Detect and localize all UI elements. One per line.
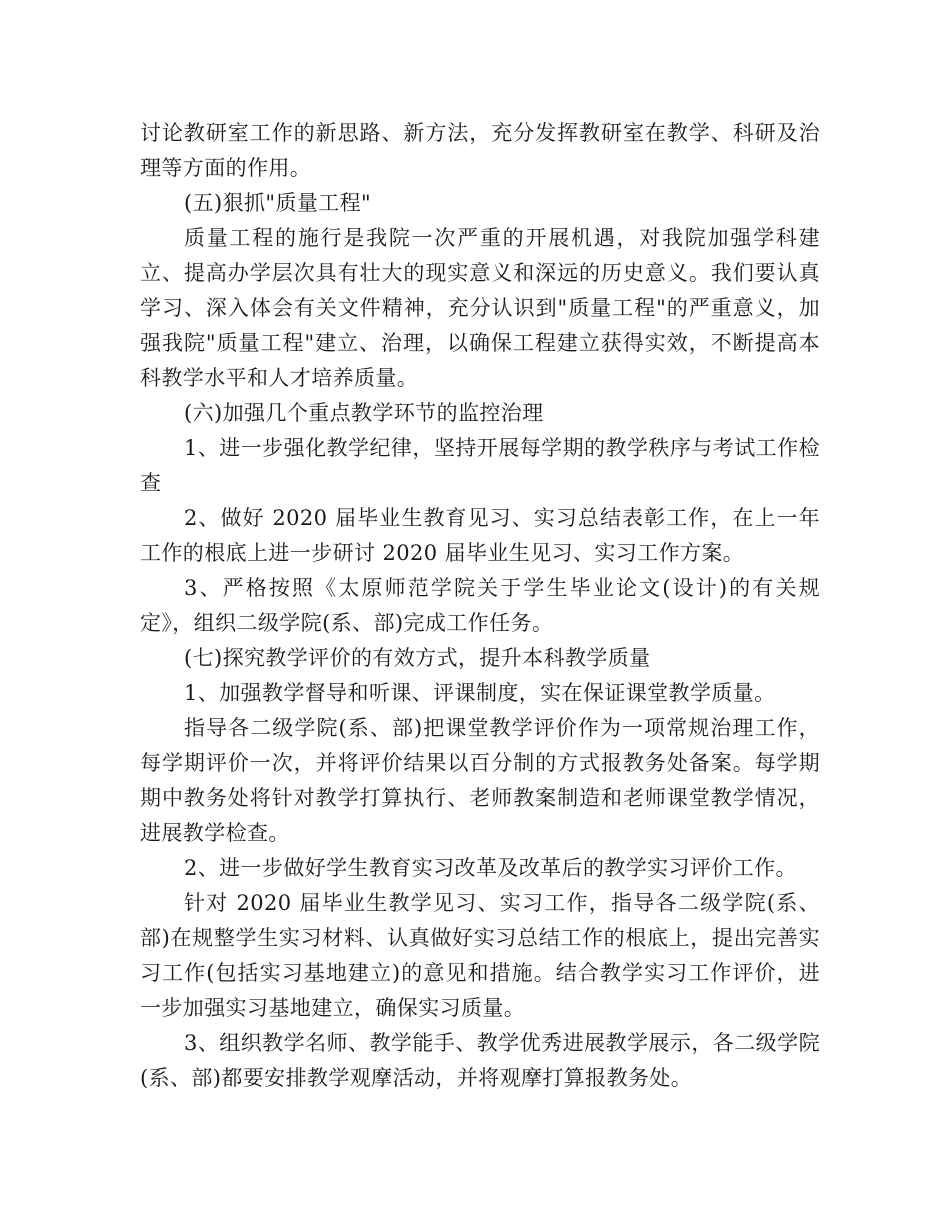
paragraph: 讨论教研室工作的新思路、新方法，充分发挥教研室在教学、科研及治理等方面的作用。 [140, 121, 820, 180]
section-heading: (六)加强几个重点教学环节的监控治理 [184, 401, 544, 425]
list-item: 3、组织教学名师、教学能手、教学优秀进展教学展示，各二级学院(系、部)都要安排教学观摩活动，并将观摩打算报教务处。 [140, 1031, 820, 1090]
list-item: 2、进一步做好学生教育实习改革及改革后的教学实习评价工作。 [184, 856, 797, 880]
list-item: 2、做好 2020 届毕业生教育见习、实习总结表彰工作，在上一年工作的根底上进一步研讨 2020 届毕业生见习、实习工作方案。 [140, 506, 820, 565]
paragraph: 质量工程的施行是我院一次严重的开展机遇，对我院加强学科建立、提高办学层次具有壮大的现实意义和深远的历史意义。我们要认真学习、深入体会有关文件精神，充分认识到"质量工程"的严重意义，加强我院"质量工程"建立、治理，以确保工程建立获得实效，不断提高本科教学水平和人才培养质量。 [140, 226, 820, 390]
document-body [140, 116, 820, 1096]
list-item: 1、进一步强化教学纪律，坚持开展每学期的教学秩序与考试工作检查 [140, 436, 820, 495]
list-item: 1、加强教学督导和听课、评课制度，实在保证课堂教学质量。 [184, 681, 776, 705]
section-heading: (五)狠抓"质量工程" [184, 191, 372, 215]
paragraph: 指导各二级学院(系、部)把课堂教学评价作为一项常规治理工作，每学期评价一次，并将评价结果以百分制的方式报教务处备案。每学期期中教务处将针对教学打算执行、老师教案制造和老师课堂教学情况，进展教学检查。 [140, 716, 820, 845]
list-item: 3、严格按照《太原师范学院关于学生毕业论文(设计)的有关规定》，组织二级学院(系、部)完成工作任务。 [140, 576, 820, 635]
section-heading: (七)探究教学评价的有效方式，提升本科教学质量 [184, 646, 651, 670]
paragraph: 针对 2020 届毕业生教学见习、实习工作，指导各二级学院(系、部)在规整学生实习材料、认真做好实习总结工作的根底上，提出完善实习工作(包括实习基地建立)的意见和措施。结合教学实习工作评价，进一步加强实习基地建立，确保实习质量。 [140, 891, 820, 1020]
